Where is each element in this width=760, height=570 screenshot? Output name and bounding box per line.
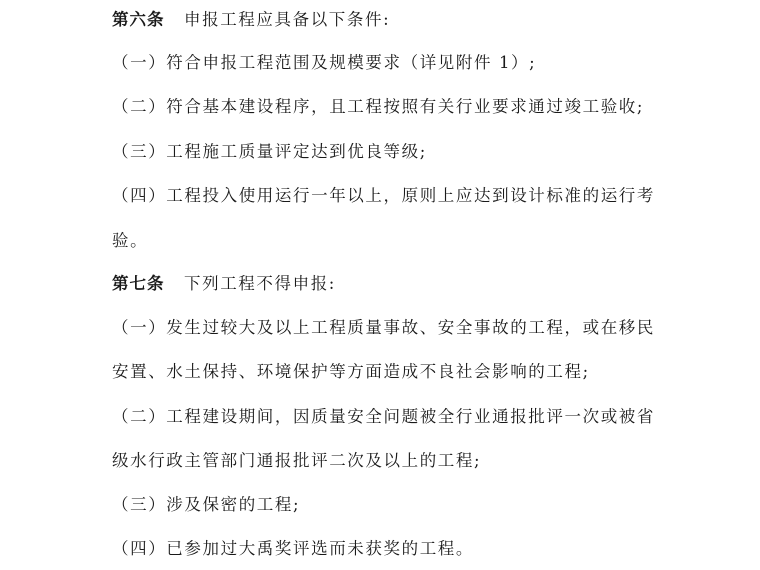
article-7-heading: 下列工程不得申报: [184,274,336,293]
article-7-item-2-continued: 级水行政主管部门通报批评二次及以上的工程; [112,451,482,470]
article-6-heading: 申报工程应具备以下条件: [184,10,391,29]
article-6-item-4: （四）工程投入使用运行一年以上，原则上应达到设计标准的运行考 [112,186,655,205]
article-7-title [112,269,672,299]
article-6-number: 第六条 [112,10,165,29]
article-6-title [112,5,672,35]
article-7-item-1-continued: 安置、水土保持、环境保护等方面造成不良社会影响的工程; [112,362,590,381]
article-7-item-3: （三）涉及保密的工程; [112,495,301,514]
article-7-number: 第七条 [112,274,165,293]
article-6-item-3: （三）工程施工质量评定达到优良等级; [112,142,427,161]
article-6-item-4-continued: 验。 [112,231,149,250]
article-7-item-4: （四）已参加过大禹奖评选而未获奖的工程。 [112,539,474,558]
article-6-item-2: （二）符合基本建设程序，且工程按照有关行业要求通过竣工验收; [112,97,645,116]
article-7-item-2: （二）工程建设期间，因质量安全问题被全行业通报批评一次或被省 [112,407,655,426]
article-7-item-1: （一）发生过较大及以上工程质量事故、安全事故的工程，或在移民 [112,318,655,337]
article-6-item-1: （一）符合申报工程范围及规模要求（详见附件 1）; [112,53,537,72]
